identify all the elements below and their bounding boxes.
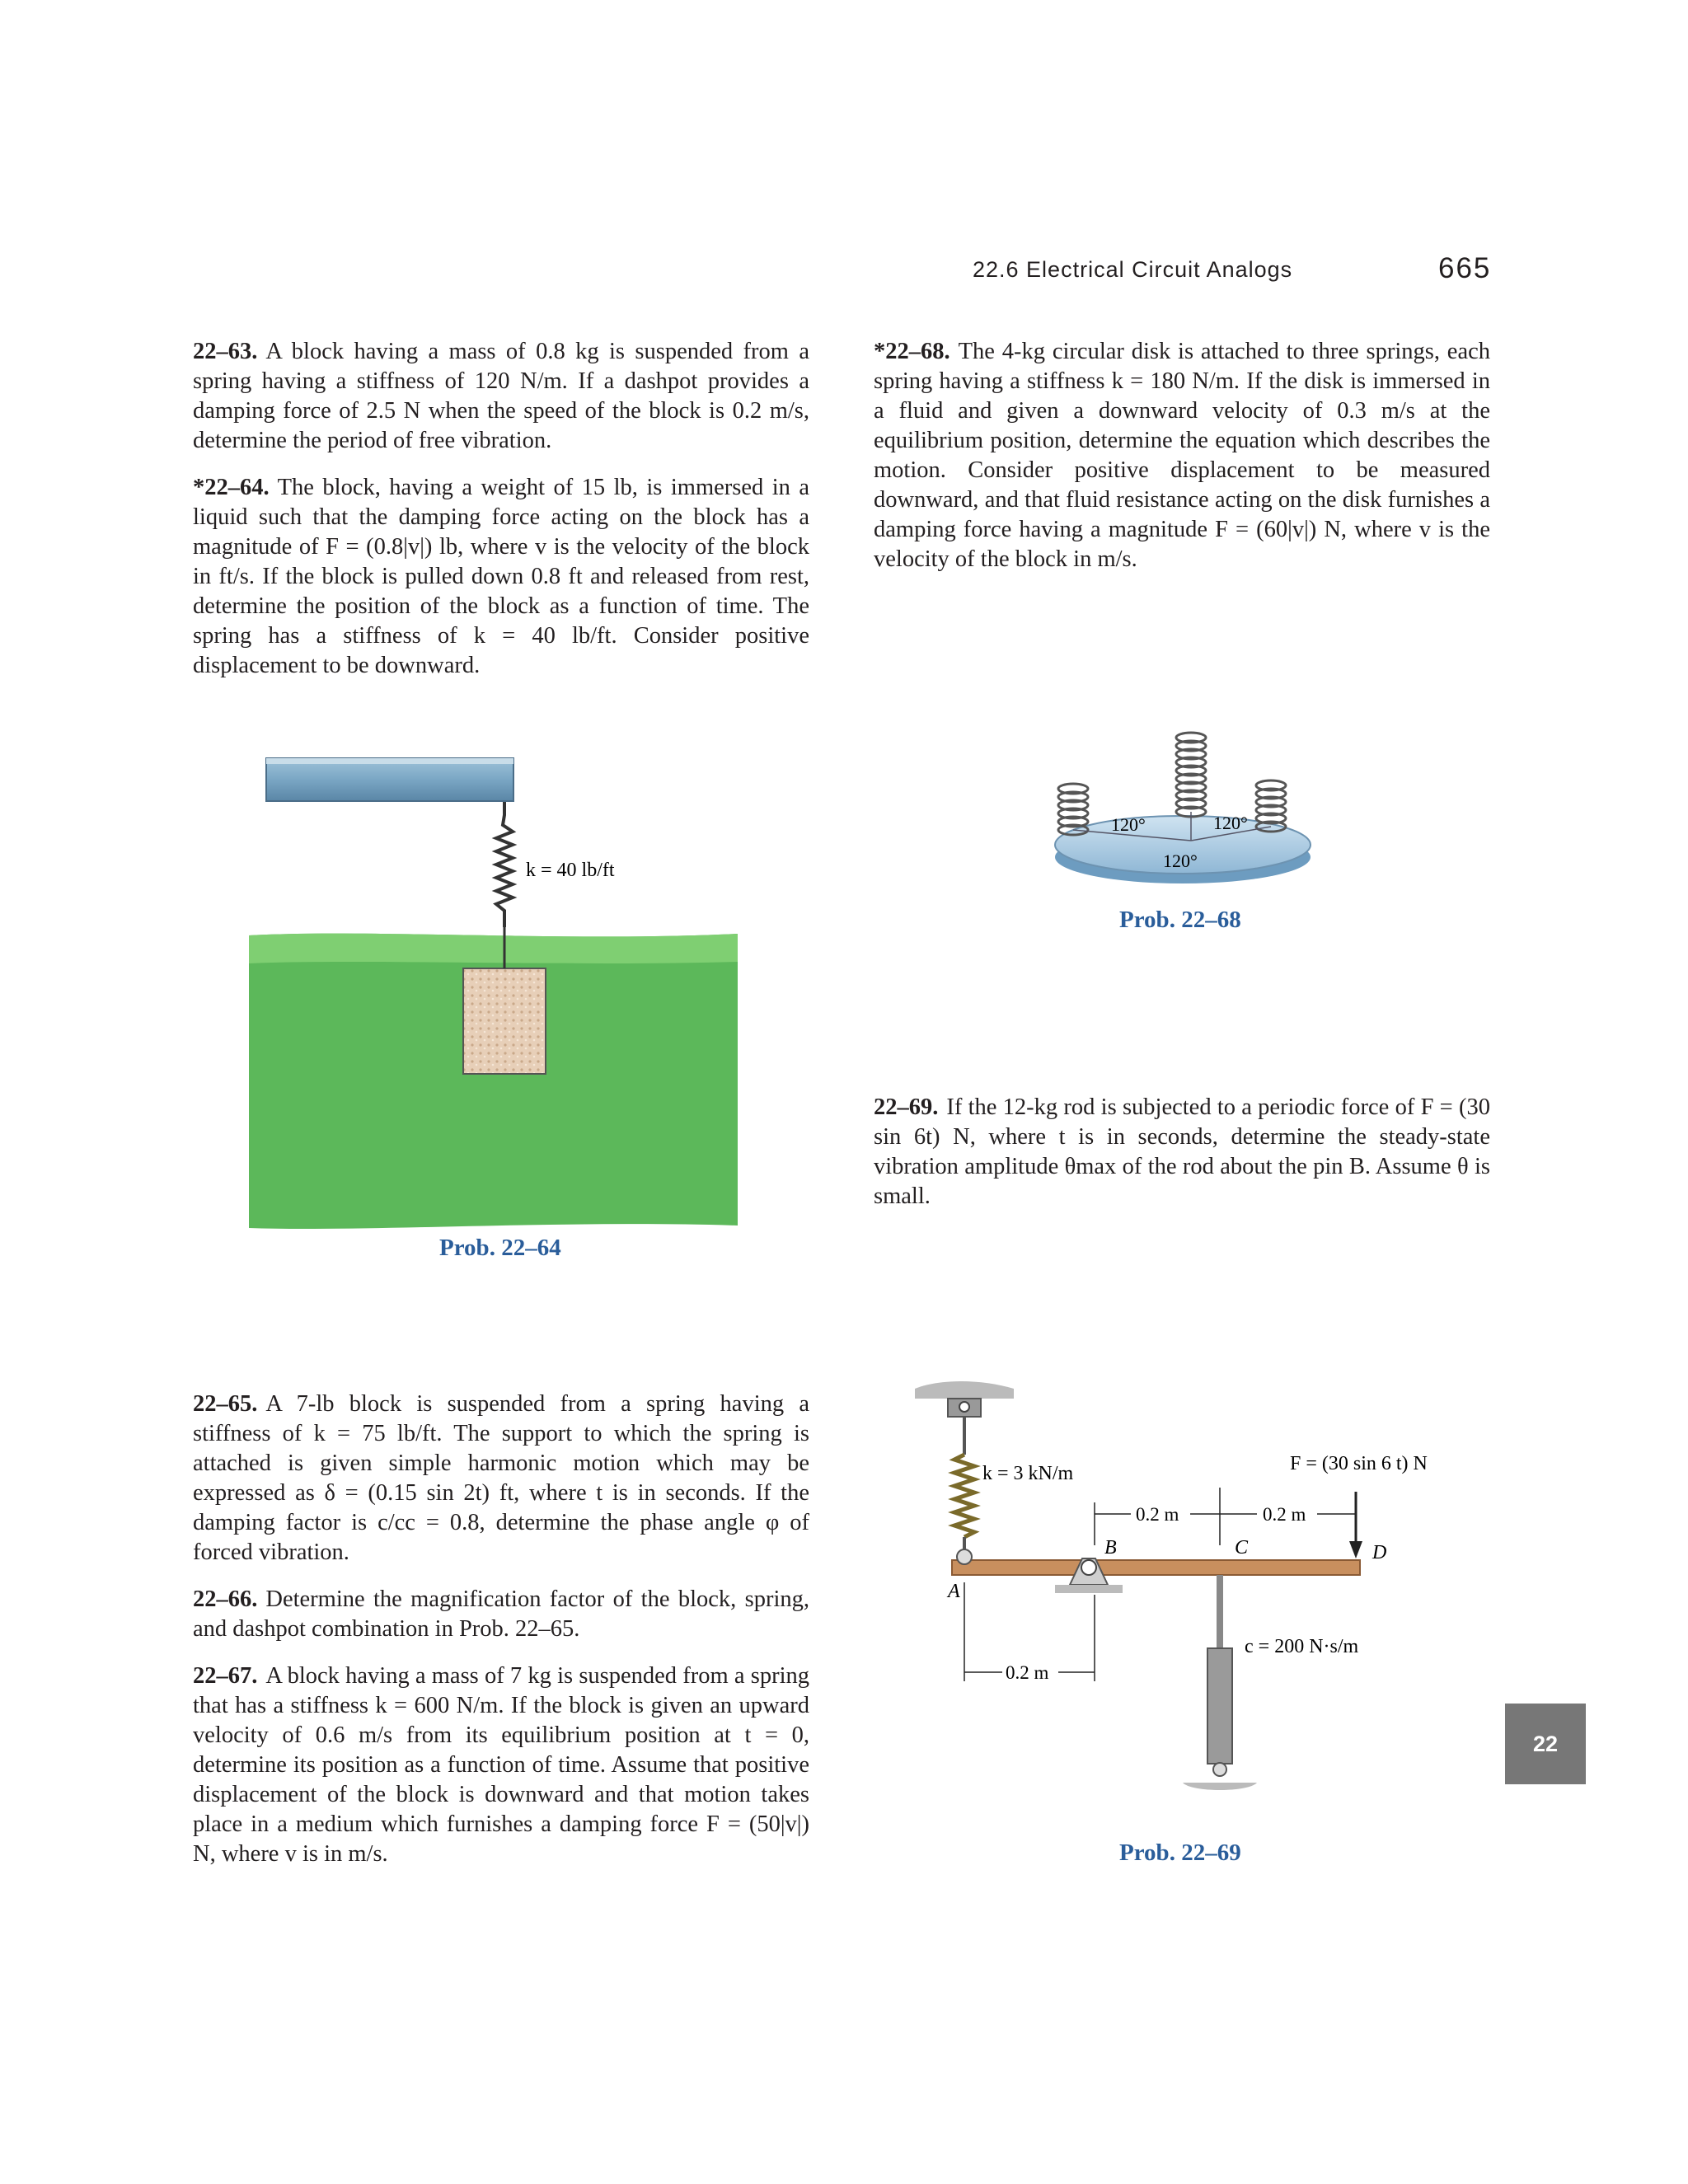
problem-text: Determine the magnification factor of the block, spring, and dashpot combination in Prob. 22–65. [193, 1586, 809, 1642]
angle-label: 120° [1111, 814, 1146, 835]
spring-left [1058, 784, 1088, 835]
beam-flange [266, 758, 513, 764]
figure-22-68 [1047, 721, 1327, 886]
problem-number: 22–69. [874, 1094, 939, 1120]
spring-right [1256, 780, 1286, 832]
problem-number: 22–65. [193, 1391, 258, 1417]
problem-text: A block having a mass of 0.8 kg is suspended from a spring having a stiffness of 120 N/m. If a dashpot provides a damping force of 2.5 N when the speed of the block is 0.2 m/s, determine the period of free vibration. [193, 339, 809, 453]
end-pin [957, 1549, 972, 1564]
left-column-top [193, 337, 809, 698]
ground [1183, 1783, 1257, 1790]
problem-text: If the 12-kg rod is subjected to a periodic force of F = (30 sin 6t) N, where t is in seconds, determine the steady-state vibration amplitude θmax of the rod about the pin B. Assume θ is small. [874, 1094, 1490, 1209]
damping-label: c = 200 N·s/m [1245, 1636, 1359, 1657]
point-d: D [1372, 1542, 1387, 1563]
figure-caption: Prob. 22–64 [439, 1235, 561, 1261]
problem-number: *22–68. [874, 339, 950, 364]
force-label: F = (30 sin 6 t) N [1290, 1453, 1428, 1474]
spring [496, 802, 513, 927]
dimension-label: 0.2 m [1006, 1662, 1049, 1683]
problem-text: The block, having a weight of 15 lb, is immersed in a liquid such that the damping force acting on the block has a magnitude of F = (0.8|v|) lb, where v is the velocity of the block in ft/s. If the block is pulled down 0.8 ft and released from rest, determine the position of the block as a function of time. The spring has a stiffness of k = 40 lb/ft. Consider positive displacement to be downward. [193, 475, 809, 678]
figure-22-64 [239, 746, 750, 1232]
liquid-surface [249, 934, 738, 963]
problem-22-63 [193, 337, 809, 456]
problem-22-64 [193, 473, 809, 681]
problem-22-69 [874, 1093, 1490, 1212]
problem-22-68 [874, 337, 1490, 574]
rod [952, 1560, 1360, 1575]
problem-text: A 7-lb block is suspended from a spring having a stiffness of k = 75 lb/ft. The support to which the spring is attached is given simple harmonic motion which may be expressed as δ = (0.15 sin 2t) ft, where t is in seconds. If the damping factor is c/cc = 0.8, determine the phase angle φ of forced vibration. [193, 1391, 809, 1565]
problem-22-66 [193, 1585, 809, 1644]
pin [959, 1402, 969, 1412]
right-column-mid [874, 1093, 1490, 1229]
point-a: A [948, 1581, 960, 1602]
spring-k-label: k = 40 lb/ft [526, 860, 615, 881]
section-title: 22.6 Electrical Circuit Analogs [973, 257, 1293, 282]
point-b: B [1104, 1537, 1117, 1558]
force-arrow [1349, 1541, 1362, 1558]
problem-number: 22–63. [193, 339, 258, 364]
left-column-bottom [193, 1390, 809, 1886]
pin [1081, 1560, 1096, 1575]
spring-center [1176, 733, 1206, 817]
problem-number: *22–64. [193, 475, 270, 500]
problem-text: A block having a mass of 7 kg is suspended from a spring that has a stiffness k = 600 N/m. If the block is given an upward velocity of 0.6 m/s from its equilibrium position at t = 0, determine its position as a function of time. Assume that positive displacement of the block is downward and that motion takes place in a medium which furnishes a damping force F = (50|v|) N, where v is in m/s. [193, 1663, 809, 1867]
spring [954, 1455, 974, 1537]
spring-k-label: k = 3 kN/m [982, 1463, 1074, 1484]
ceiling-support [915, 1381, 1014, 1399]
dimension-label: 0.2 m [1263, 1504, 1306, 1525]
problem-number: 22–66. [193, 1586, 258, 1612]
support-beam [266, 758, 513, 801]
dashpot [1207, 1648, 1232, 1764]
angle-label: 120° [1163, 851, 1198, 871]
figure-caption: Prob. 22–69 [1119, 1840, 1241, 1866]
problem-number: 22–67. [193, 1663, 258, 1689]
ground [1055, 1585, 1123, 1593]
point-c: C [1235, 1537, 1249, 1558]
chapter-tab: 22 [1505, 1704, 1586, 1784]
figure-22-69 [907, 1364, 1484, 1817]
dimension-label: 0.2 m [1136, 1504, 1179, 1525]
problem-text: The 4-kg circular disk is attached to three springs, each spring having a stiffness k = 180 N/m. If the disk is immersed in a fluid and given a downward velocity of 0.3 m/s at the equilibrium position, determine the equation which describes the motion. Consider positive displacement to be measured downward, and that fluid resistance acting on the disk furnishes a damping force having a magnitude F = (60|v|) N, where v is the velocity of the block in m/s. [874, 339, 1490, 572]
block [463, 968, 546, 1074]
problem-22-65 [193, 1390, 809, 1568]
problem-22-67 [193, 1661, 809, 1869]
page-number: 665 [1438, 252, 1492, 284]
right-column-top [874, 337, 1490, 592]
angle-label: 120° [1213, 813, 1248, 833]
pin [1213, 1763, 1226, 1776]
figure-caption: Prob. 22–68 [1119, 907, 1241, 933]
